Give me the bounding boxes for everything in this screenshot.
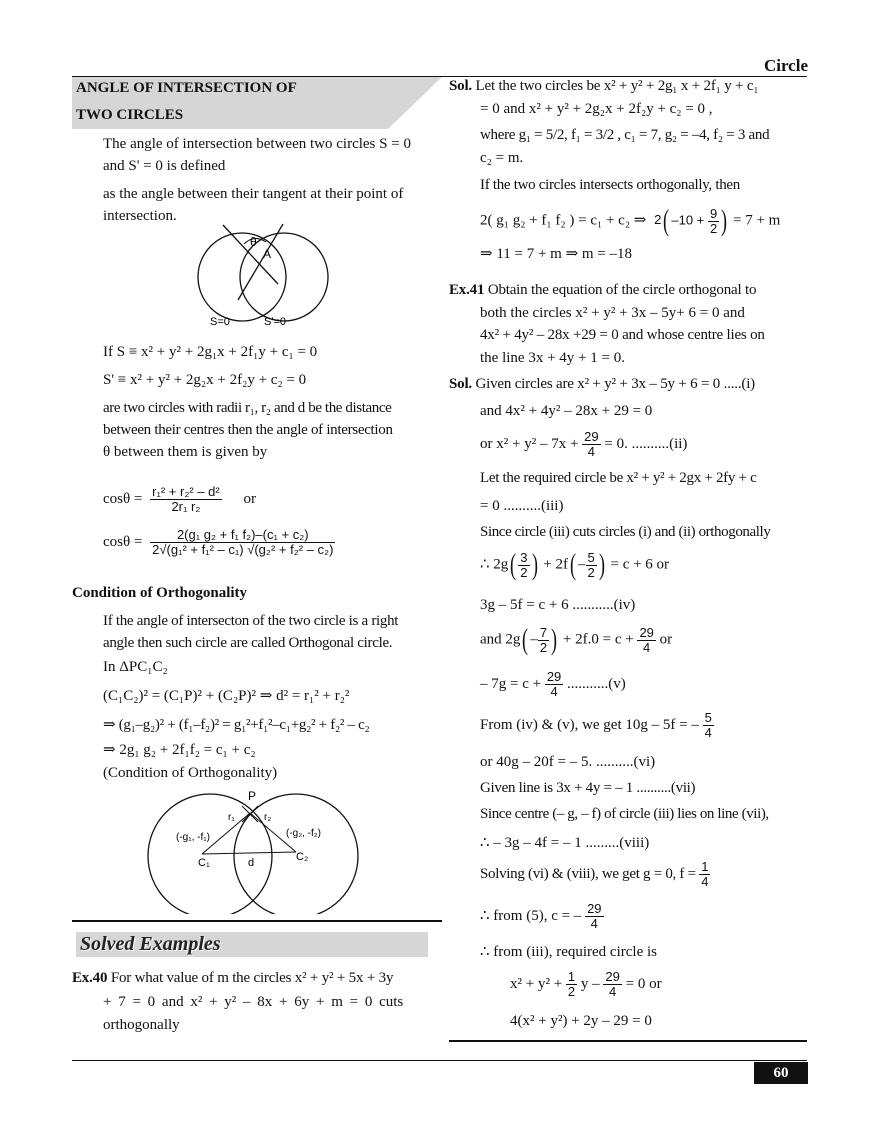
body-text: In ΔPC₁C₂ [103, 659, 168, 675]
solution-label: Sol. [449, 78, 472, 94]
c1-label: C₁ [198, 857, 210, 869]
example-41-text: 4x² + 4y² – 28x +29 = 0 and whose centre lies on [480, 327, 765, 343]
solution-label: Sol. [449, 376, 472, 392]
solution-text: = 0 and x² + y² + 2g₂x + 2f₂y + c₂ = 0 , [480, 101, 713, 117]
body-text: (Condition of Orthogonality) [103, 765, 278, 781]
solution-equation: 2( g₁ g₂ + f₁ f₂ ) = c₁ + c₂ ⇒ 2( –10 + $\frac{9}{2}$ ) = 7 + m [480, 204, 781, 237]
solution-equation: or 40g – 20f = – 5. ..........(vi) [480, 754, 656, 770]
point-a-label: A [263, 247, 272, 261]
or-text: or [243, 490, 256, 507]
section-title-line2: TWO CIRCLES [76, 107, 184, 123]
example-label: Ex.40 [72, 970, 108, 986]
circle-s-label: S=0 [210, 316, 230, 328]
intro-text: intersection. [103, 208, 177, 224]
solution-text: If the two circles intersects orthogonally, then [480, 177, 740, 193]
solution-equation: From (iv) & (v), we get 10g – 5f = – $\frac{5}{4}$ [480, 710, 712, 740]
theta-label: θ [250, 235, 257, 249]
section-title-line1: ANGLE OF INTERSECTION OF [76, 80, 297, 96]
solution-text: = 0 ..........(iii) [480, 498, 564, 514]
solution-equation: – 7g = c + $\frac{29}{4}$ ...........(v) [480, 669, 626, 699]
body-text: If the angle of intersecton of the two circle is a right [103, 613, 399, 629]
solution-40: Sol. Let the two circles be x² + y² + 2g₁ x + 2f₁ y + c₁ [449, 78, 759, 94]
equation: ⇒ (g₁–g₂)² + (f₁–f₂)² = g₁²+f₁²–c₁+g₂² + f₂² – c₂ [103, 717, 370, 733]
solution-equation: ∴ – 3g – 4f = – 1 .........(viii) [480, 835, 650, 851]
example-40-text: + 7 = 0 and x² + y² – 8x + 6y + m = 0 cuts [103, 994, 404, 1010]
heading-corner-decoration [358, 77, 442, 129]
solution-41: Sol. Given circles are x² + y² + 3x – 5y + 6 = 0 .....(i) [449, 376, 755, 392]
body-text: angle then such circle are called Orthogonal circle. [103, 635, 393, 651]
solution-equation: ∴ 2g( $\frac{3}{2}$ ) + 2f( – $\frac{5}{2}$ ) = c + 6 or [480, 548, 670, 581]
circle-sprime-label: S'=0 [264, 316, 286, 328]
footer-rule [72, 1060, 807, 1061]
solved-examples-title: Solved Examples [80, 933, 221, 955]
equation: (C₁C₂)² = (C₁P)² + (C₂P)² ⇒ d² = r₁² + r₂² [103, 688, 350, 704]
running-header: Circle [763, 56, 808, 75]
solution-equation: ⇒ 11 = 7 + m ⇒ m = –18 [480, 246, 633, 262]
equation-s: If S ≡ x² + y² + 2g₁x + 2f₁y + c₁ = 0 [103, 344, 318, 360]
solution-text: c₂ = m. [480, 150, 524, 166]
example-label: Ex.41 [449, 282, 485, 298]
cos-formula-2 [103, 528, 335, 557]
intro-text: as the angle between their tangent at their point of [103, 186, 404, 202]
intro-text: and S' = 0 is defined [103, 158, 226, 174]
solution-text: ∴ from (iii), required circle is [480, 944, 657, 960]
solution-text: Let the required circle be x² + y² + 2gx + 2fy + c [480, 470, 757, 486]
solution-equation: x² + y² + $\frac{1}{2}$ y – $\frac{29}{4}$ = 0 or [510, 969, 662, 999]
r1-label: r₁ [228, 812, 235, 823]
example-41: Ex.41 Obtain the equation of the circle orthogonal to [449, 282, 757, 298]
solution-text: where g₁ = 5/2, f₁ = 3/2 , c₁ = 7, g₂ = –4, f₂ = 3 and [480, 127, 770, 143]
example-40-text: orthogonally [103, 1017, 180, 1033]
example-40: Ex.40 For what value of m the circles x² + y² + 5x + 3y [72, 970, 394, 986]
equation-sprime: S' ≡ x² + y² + 2g₂x + 2f₂y + c₂ = 0 [103, 372, 307, 388]
subsection-title: Condition of Orthogonality [72, 585, 248, 601]
intersecting-circles-figure [190, 222, 340, 332]
solution-equation: Given line is 3x + 4y = – 1 ..........(vii) [480, 780, 696, 796]
cos1-numerator: r₁² + r₂² – d² [152, 484, 220, 499]
body-text: θ between them is given by [103, 444, 268, 460]
cos-formula-1 [103, 485, 256, 514]
example-41-text: both the circles x² + y² + 3x – 5y+ 6 = 0 and [480, 305, 745, 321]
r2-label: r₂ [264, 812, 272, 823]
orthogonal-circles-figure [146, 786, 360, 914]
page-number: 60 [754, 1062, 808, 1084]
solution-equation: or x² + y² – 7x + $\frac{29}{4}$ = 0. ..........(ii) [480, 429, 688, 459]
cos1-denominator: 2r₁ r₂ [171, 499, 201, 514]
intro-text: The angle of intersection between two circles S = 0 [103, 136, 411, 152]
example-41-text: the line 3x + 4y + 1 = 0. [480, 350, 625, 366]
solution-equation: 3g – 5f = c + 6 ...........(iv) [480, 597, 636, 613]
cos-lhs: cosθ = [103, 490, 143, 507]
final-equation: 4(x² + y²) + 2y – 29 = 0 [510, 1013, 652, 1029]
section-rule [72, 920, 442, 922]
solution-equation: and 2g( – $\frac{7}{2}$ ) + 2f.0 = c + $\frac{29}{4}$ or [480, 623, 673, 656]
solution-equation: ∴ from (5), c = – $\frac{29}{4}$ [480, 901, 602, 931]
solution-equation: and 4x² + 4y² – 28x + 29 = 0 [480, 403, 653, 419]
cos2-denominator: 2√(g₁² + f₁² – c₁) √(g₂² + f₂² – c₂) [152, 542, 334, 557]
solution-text: Since circle (iii) cuts circles (i) and (ii) orthogonally [480, 524, 771, 540]
body-text: are two circles with radii r₁, r₂ and d be the distance [103, 400, 392, 416]
solution-equation: Solving (vi) & (viii), we get g = 0, f = $\frac{1}{4}$ [480, 859, 709, 889]
cos-lhs: cosθ = [103, 533, 143, 550]
column-end-rule [449, 1040, 807, 1042]
equation: ⇒ 2g₁ g₂ + 2f₁f₂ = c₁ + c₂ [103, 742, 256, 758]
center2-coord-label: (-g₂, -f₂) [286, 828, 321, 839]
solution-text: Since centre (– g, – f) of circle (iii) lies on line (vii), [480, 806, 769, 822]
point-p-label: P [248, 789, 257, 803]
d-label: d [248, 857, 255, 869]
body-text: between their centres then the angle of intersection [103, 422, 393, 438]
cos2-numerator: 2(g₁ g₂ + f₁ f₂)–(c₁ + c₂) [150, 528, 335, 543]
center1-coord-label: (-g₁, -f₁) [176, 832, 210, 843]
c2-label: C₂ [296, 851, 309, 863]
